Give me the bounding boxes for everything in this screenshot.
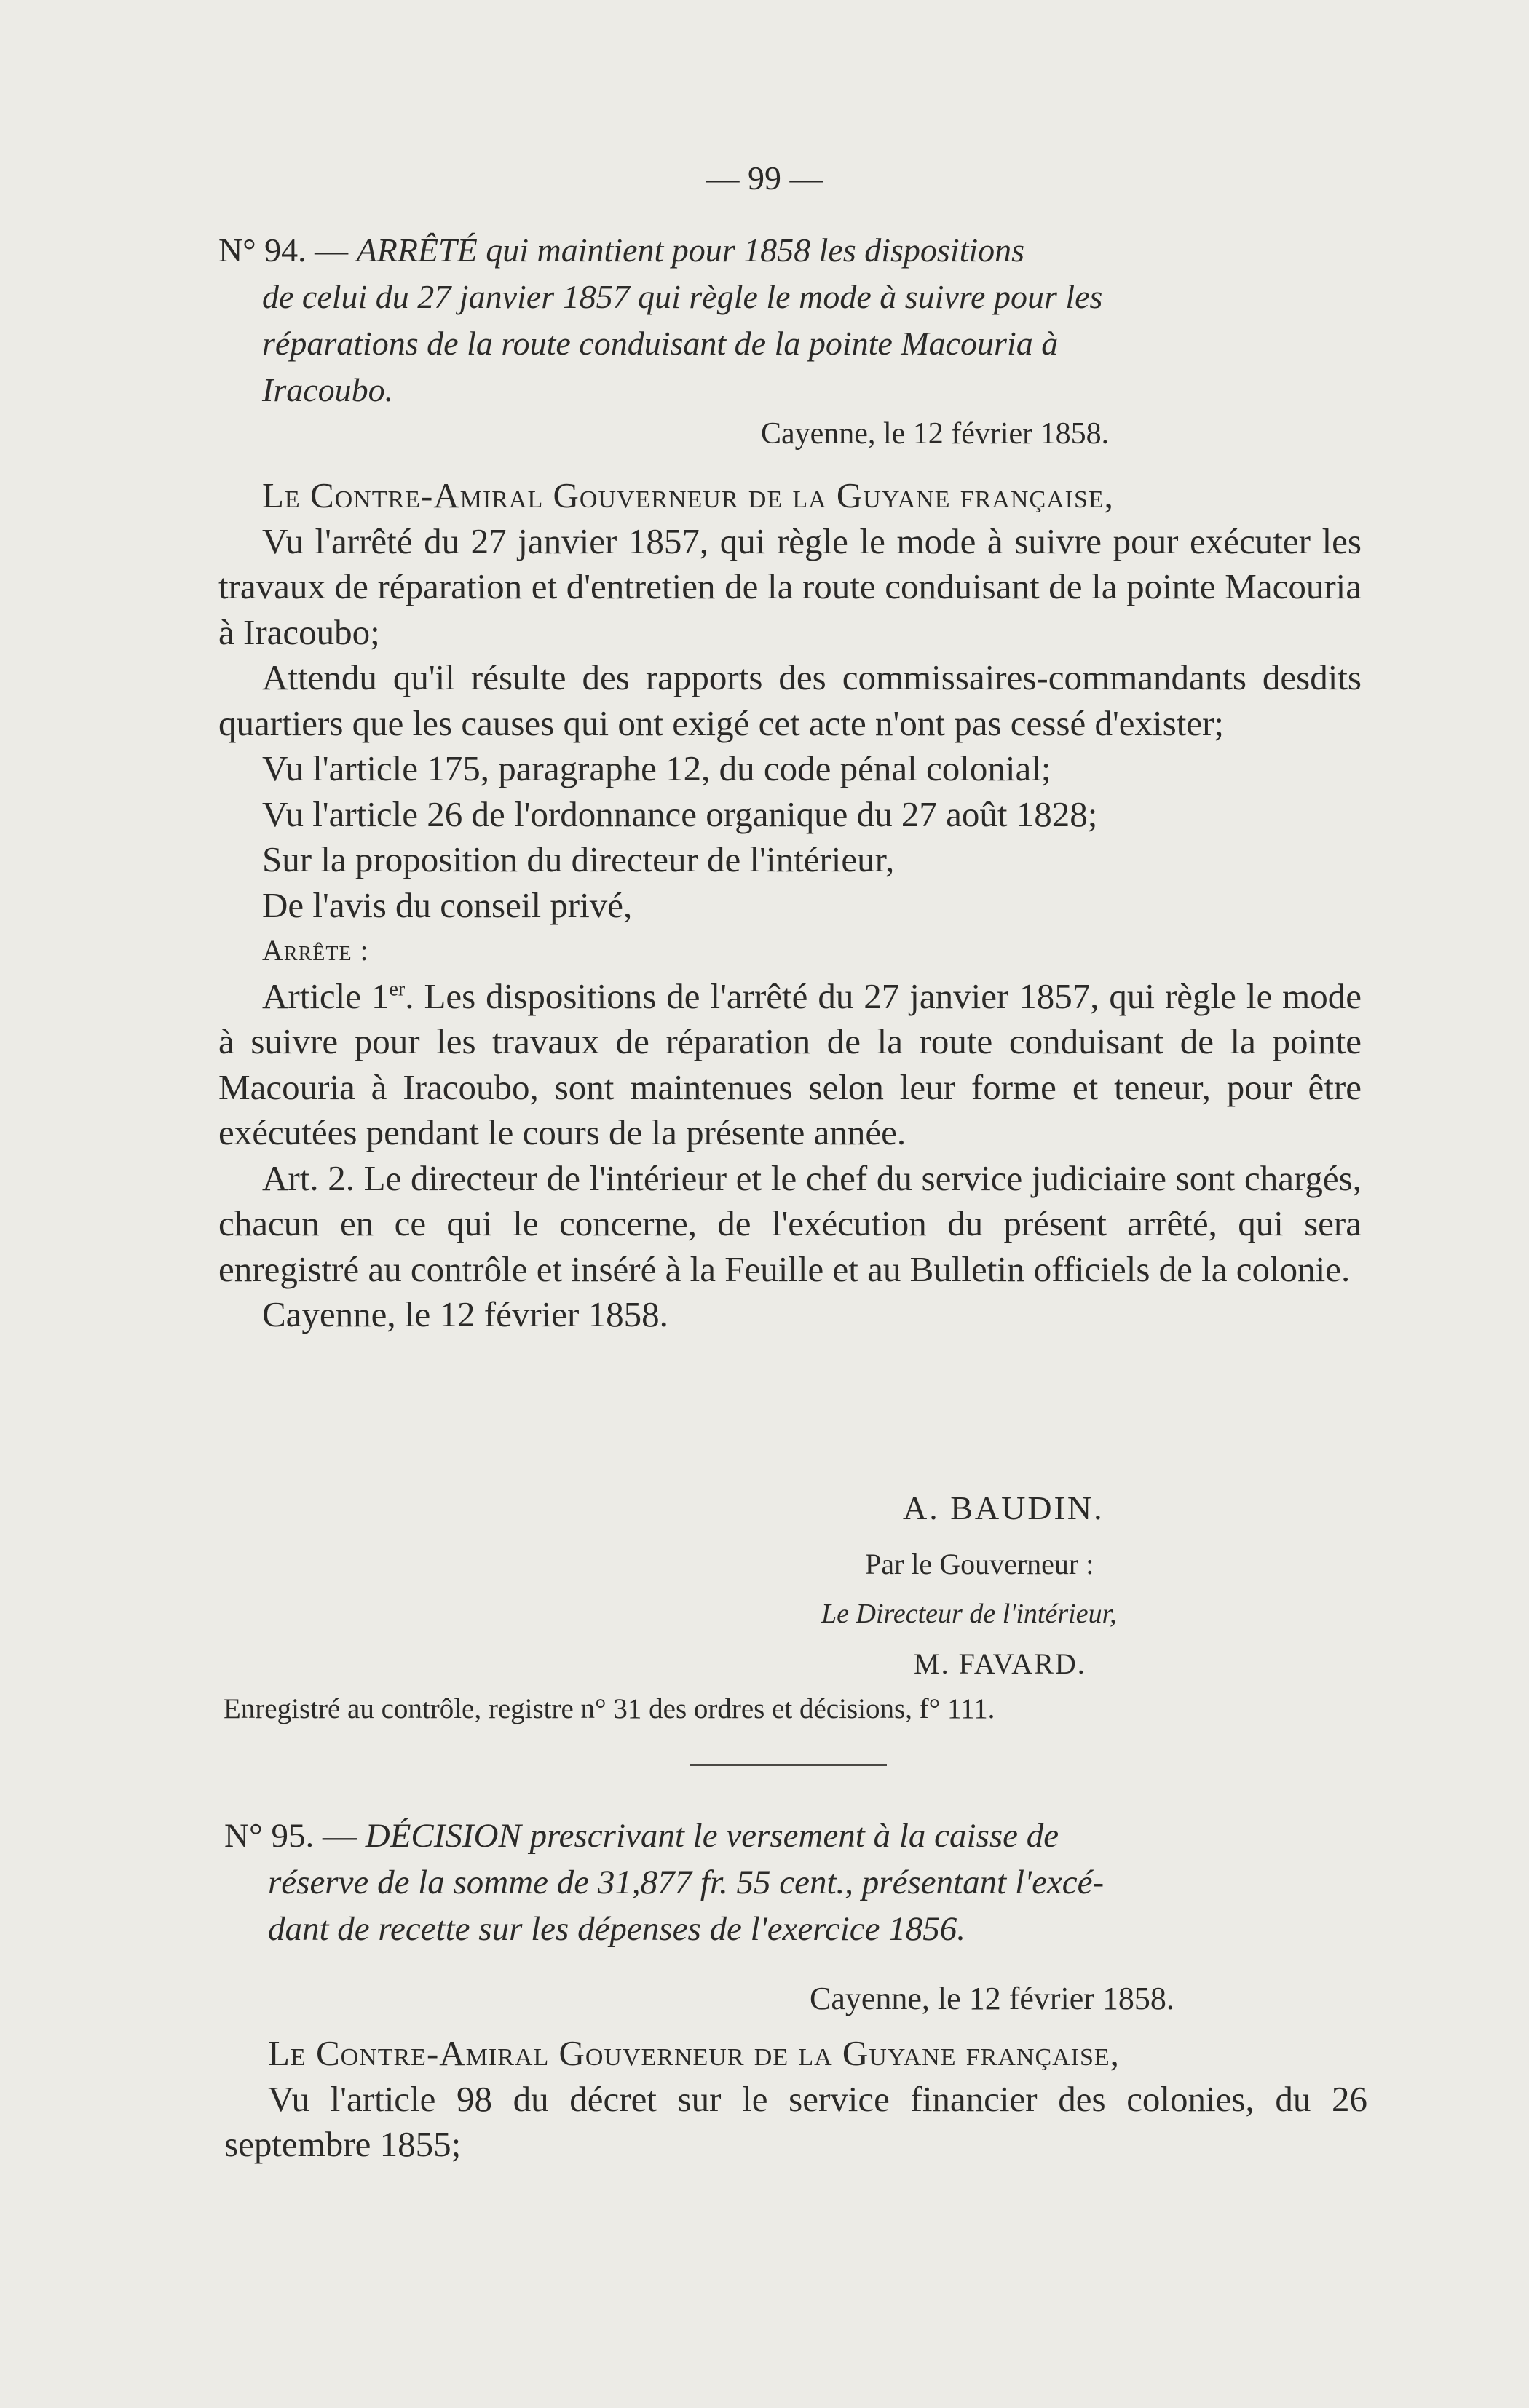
page-number: — 99 — bbox=[706, 159, 823, 197]
entry-94-title-line-1 bbox=[218, 227, 1362, 274]
section-divider bbox=[690, 1764, 887, 1766]
article-1-prefix: Article 1 bbox=[262, 975, 390, 1016]
entry-94-paragraph: Attendu qu'il résulte des rapports des commissaires-commandants desdits quartiers que les causes qui ont exigé cet acte n'ont pas cessé d'exister; bbox=[218, 657, 1362, 743]
directeur-line: Le Directeur de l'intérieur, bbox=[821, 1599, 1117, 1629]
signature: A. BAUDIN. bbox=[903, 1489, 1105, 1526]
entry-95-number: N° 95. bbox=[224, 1817, 315, 1855]
entry-94-body bbox=[218, 473, 1362, 1338]
entry-95-opening: Le Contre-Amiral Gouverneur de la Guyane française, bbox=[268, 2033, 1120, 2073]
par-le-gouverneur: Par le Gouverneur : bbox=[865, 1548, 1094, 1580]
entry-94-heading bbox=[218, 227, 1362, 413]
registration-note: Enregistré au contrôle, registre n° 31 des ordres et décisions, f° 111. bbox=[224, 1693, 995, 1724]
entry-95-title-line-2: réserve de la somme de 31,877 fr. 55 cent., présentant l'excé- bbox=[268, 1864, 1105, 1901]
entry-94-opening: Le Contre-Amiral Gouverneur de la Guyane française, bbox=[262, 475, 1114, 515]
entry-94-title-line-2: de celui du 27 janvier 1857 qui règle le mode à suivre pour les bbox=[262, 278, 1103, 315]
entry-94-paragraph: Vu l'article 26 de l'ordonnance organique du 27 août 1828; bbox=[262, 793, 1098, 834]
article-1-sup: er bbox=[389, 978, 406, 1001]
entry-94-paragraph: Vu l'article 175, paragraphe 12, du code pénal colonial; bbox=[262, 748, 1051, 788]
entry-94-arrete-label: Arrête : bbox=[262, 934, 369, 967]
entry-94-article-1 bbox=[218, 974, 1362, 1156]
entry-95-body bbox=[224, 2031, 1367, 2168]
entry-94-title-line-3: réparations de la route conduisant de la pointe Macouria à bbox=[262, 325, 1059, 362]
entry-95-dash: — bbox=[323, 1817, 357, 1855]
entry-94-title-1: ARRÊTÉ qui maintient pour 1858 les dispositions bbox=[356, 231, 1025, 269]
entry-95-title-line-3: dant de recette sur les dépenses de l'exercice 1856. bbox=[268, 1910, 965, 1948]
entry-94-paragraph: De l'avis du conseil privé, bbox=[262, 884, 633, 925]
countersignature: M. FAVARD. bbox=[914, 1647, 1086, 1680]
article-1-text: . Les dispositions de l'arrêté du 27 janvier 1857, qui règle le mode à suivre pour les travaux de réparation de la route conduisant de la pointe Macouria à Iracoubo, sont maintenues selon leur forme et teneur, pour être exécutées pendant le cours de la présente année. bbox=[218, 975, 1362, 1152]
entry-95-paragraph: Vu l'article 98 du décret sur le service financier des colonies, du 26 septembre 1855; bbox=[224, 2078, 1367, 2164]
entry-94-closing-date: Cayenne, le 12 février 1858. bbox=[262, 1294, 668, 1334]
entry-94-dash: — bbox=[315, 231, 349, 269]
entry-94-number: N° 94. bbox=[218, 231, 307, 269]
entry-95-heading bbox=[224, 1813, 1367, 1952]
entry-94-paragraph: Sur la proposition du directeur de l'intérieur, bbox=[262, 839, 895, 879]
entry-94-article-2: Art. 2. Le directeur de l'intérieur et le chef du service judiciaire sont chargés, chacun en ce qui le concerne, de l'exécution du présent arrêté, qui sera enregistré au contrôle et inséré à la Feuille et au Bulletin officiels de la colonie. bbox=[218, 1157, 1362, 1289]
entry-94-date: Cayenne, le 12 février 1858. bbox=[761, 417, 1110, 451]
entry-95-title-line-1 bbox=[224, 1813, 1367, 1859]
entry-94-paragraph: Vu l'arrêté du 27 janvier 1857, qui règle le mode à suivre pour exécuter les travaux de réparation et d'entretien de la route conduisant de la pointe Macouria à Iracoubo; bbox=[218, 520, 1362, 652]
entry-95-title-1: DÉCISION prescrivant le versement à la caisse de bbox=[365, 1817, 1059, 1855]
entry-94-title-line-4: Iracoubo. bbox=[262, 371, 394, 408]
entry-95-date: Cayenne, le 12 février 1858. bbox=[810, 1981, 1174, 2016]
